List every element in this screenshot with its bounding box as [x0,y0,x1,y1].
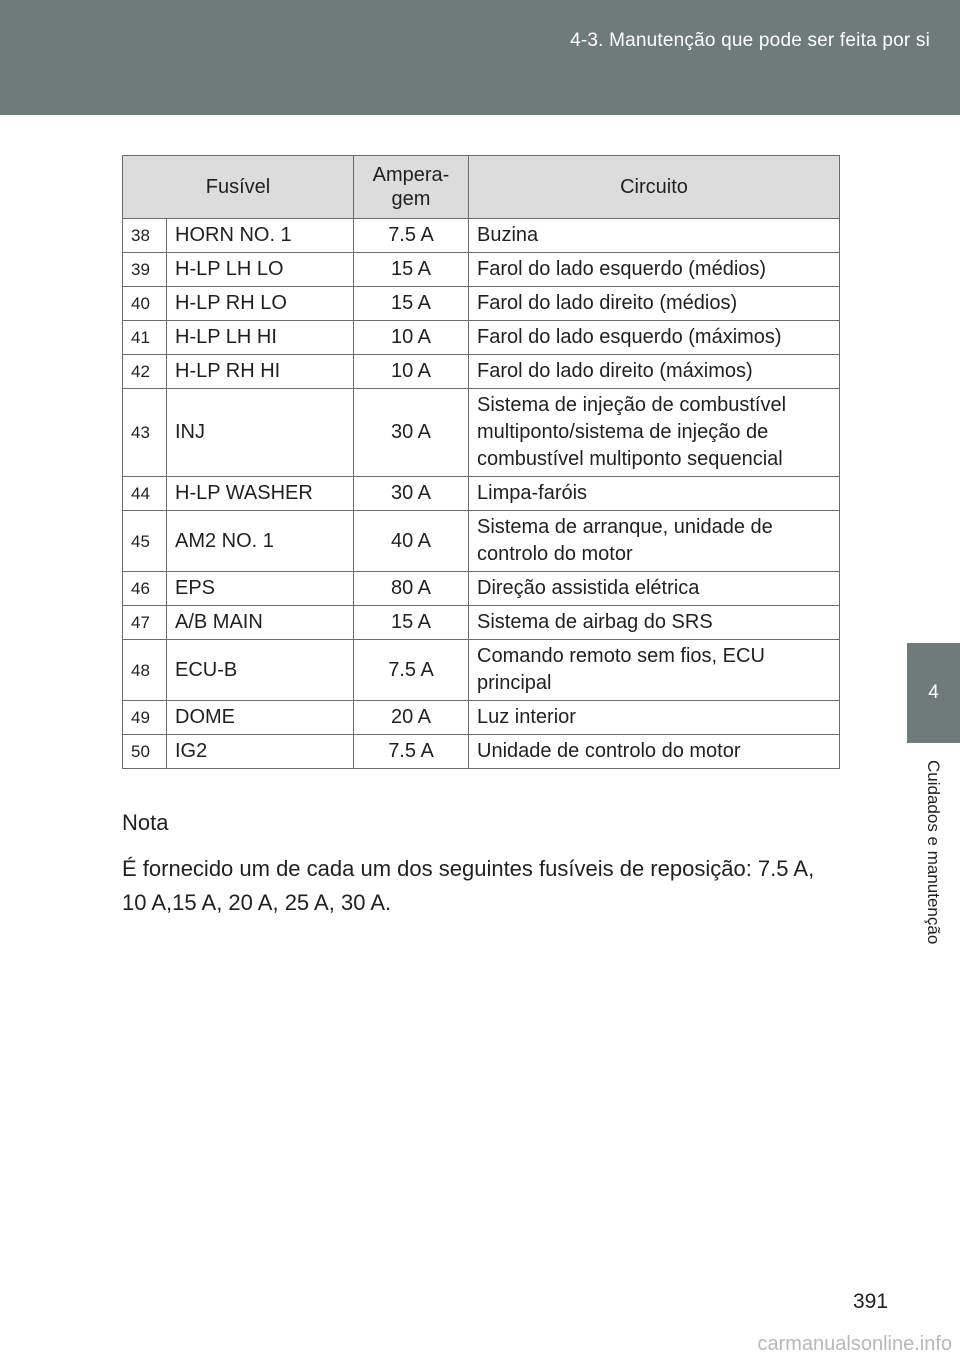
fuse-number-cell: 41 [123,321,167,355]
table-row [123,253,840,287]
fuse-name-cell: EPS [167,572,354,606]
fuse-name-cell: ECU-B [167,640,354,701]
amperage-cell: 15 A [354,606,469,640]
amperage-cell: 40 A [354,511,469,572]
table-row [123,287,840,321]
fuse-name-cell: H-LP RH HI [167,355,354,389]
fuse-name-cell: IG2 [167,735,354,769]
page-number: 391 [853,1290,889,1313]
fuse-number-cell: 45 [123,511,167,572]
fuse-number-cell: 46 [123,572,167,606]
fuse-name-cell: H-LP WASHER [167,477,354,511]
fuse-number-cell: 44 [123,477,167,511]
header-fuse: Fusível [123,156,354,219]
fuse-name-cell: H-LP LH LO [167,253,354,287]
amperage-cell: 15 A [354,287,469,321]
table-row [123,355,840,389]
circuit-cell: Sistema de injeção de combustível multiponto/sistema de injeção de combustível multiponto sequencial [469,389,840,477]
note-text: É fornecido um de cada um dos seguintes fusíveis de reposição: 7.5 A, 10 A,15 A, 20 A, 25 A, 30 A. [122,856,815,915]
table-row [123,606,840,640]
amperage-cell: 30 A [354,477,469,511]
circuit-cell: Comando remoto sem fios, ECU principal [469,640,840,701]
circuit-cell: Farol do lado direito (máximos) [469,355,840,389]
fuse-table [122,155,840,769]
circuit-cell: Farol do lado esquerdo (máximos) [469,321,840,355]
fuse-number-cell: 39 [123,253,167,287]
fuse-name-cell: A/B MAIN [167,606,354,640]
fuse-number-cell: 42 [123,355,167,389]
amperage-cell: 7.5 A [354,219,469,253]
table-row [123,701,840,735]
table-header-row [123,156,840,219]
circuit-cell: Unidade de controlo do motor [469,735,840,769]
fuse-number-cell: 49 [123,701,167,735]
fuse-number-cell: 38 [123,219,167,253]
table-row [123,640,840,701]
section-title: 4-3. Manutenção que pode ser feita por si [570,30,930,51]
chapter-tab [907,643,960,743]
amperage-cell: 80 A [354,572,469,606]
amperage-cell: 10 A [354,321,469,355]
amperage-cell: 10 A [354,355,469,389]
table-row [123,511,840,572]
table-row [123,735,840,769]
amperage-cell: 7.5 A [354,735,469,769]
chapter-number: 4 [928,682,939,703]
amperage-cell: 15 A [354,253,469,287]
circuit-cell: Farol do lado esquerdo (médios) [469,253,840,287]
watermark: carmanualsonline.info [757,1333,952,1355]
table-row [123,321,840,355]
circuit-cell: Luz interior [469,701,840,735]
fuse-name-cell: INJ [167,389,354,477]
fuse-name-cell: H-LP LH HI [167,321,354,355]
header-circuit: Circuito [469,156,840,219]
circuit-cell: Sistema de arranque, unidade de controlo do motor [469,511,840,572]
fuse-number-cell: 48 [123,640,167,701]
fuse-name-cell: H-LP RH LO [167,287,354,321]
table-row [123,219,840,253]
circuit-cell: Sistema de airbag do SRS [469,606,840,640]
header-band [0,0,960,115]
fuse-number-cell: 47 [123,606,167,640]
table-row [123,572,840,606]
fuse-name-cell: DOME [167,701,354,735]
circuit-cell: Direção assistida elétrica [469,572,840,606]
header-amperage: Ampera- gem [354,156,469,219]
fuse-number-cell: 50 [123,735,167,769]
circuit-cell: Buzina [469,219,840,253]
fuse-number-cell: 43 [123,389,167,477]
amperage-cell: 30 A [354,389,469,477]
fuse-number-cell: 40 [123,287,167,321]
fuse-name-cell: AM2 NO. 1 [167,511,354,572]
table-row [123,477,840,511]
circuit-cell: Limpa-faróis [469,477,840,511]
chapter-label: Cuidados e manutenção [924,760,943,945]
fuse-name-cell: HORN NO. 1 [167,219,354,253]
amperage-cell: 20 A [354,701,469,735]
amperage-cell: 7.5 A [354,640,469,701]
table-row [123,389,840,477]
circuit-cell: Farol do lado direito (médios) [469,287,840,321]
note-title: Nota [122,810,169,835]
